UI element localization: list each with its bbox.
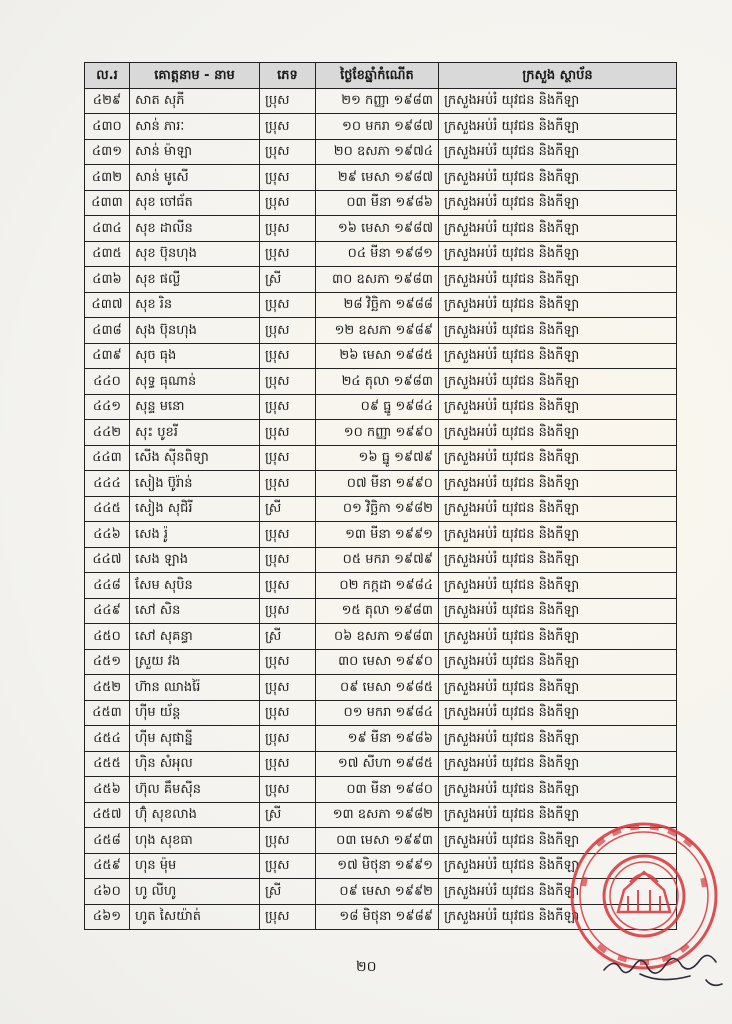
cell-sex: ស្រី <box>260 267 316 293</box>
page-number: ២០ <box>356 959 377 975</box>
cell-date-of-birth: ០១ វិច្ឆិកា ១៩៨២ <box>316 496 439 522</box>
cell-name: សែម សុបិន <box>130 573 260 599</box>
cell-date-of-birth: ៣០ ឧសភា ១៩៨៣ <box>316 267 439 293</box>
cell-sex: ប្រុស <box>260 573 316 599</box>
cell-date-of-birth: ១៦ ធ្នូ ១៩៧៩ <box>316 445 439 471</box>
cell-number: ៤៤១ <box>85 394 130 420</box>
cell-ministry: ក្រសួងអប់រំ យុវជន និងកីឡា <box>439 165 677 191</box>
cell-ministry: ក្រសួងអប់រំ យុវជន និងកីឡា <box>439 114 677 140</box>
cell-name: ហូត សៃយ៉ាត់ <box>130 904 260 930</box>
cell-number: ៤៣៣ <box>85 190 130 216</box>
cell-sex: ស្រី <box>260 802 316 828</box>
cell-ministry: ក្រសួងអប់រំ យុវជន និងកីឡា <box>439 547 677 573</box>
cell-number: ៤៣៥ <box>85 241 130 267</box>
cell-number: ៤៤៧ <box>85 547 130 573</box>
table-row <box>85 216 677 242</box>
header-ministry: ក្រសួង ស្ថាប័ន <box>439 63 677 89</box>
table-row <box>85 777 677 803</box>
cell-date-of-birth: ០១ មករា ១៩៨៤ <box>316 700 439 726</box>
cell-name: ហុន ម៉ុម <box>130 853 260 879</box>
cell-name: សៀង ប៊ូរ៉ាន់ <box>130 471 260 497</box>
cell-ministry: ក្រសួងអប់រំ យុវជន និងកីឡា <box>439 522 677 548</box>
table-row <box>85 700 677 726</box>
cell-name: ហ៊ុំ សុខលាង <box>130 802 260 828</box>
cell-date-of-birth: ០៥ មករា ១៩៧៩ <box>316 547 439 573</box>
cell-name: សុខ ប៊ុនហុង <box>130 241 260 267</box>
cell-ministry: ក្រសួងអប់រំ យុវជន និងកីឡា <box>439 726 677 752</box>
table-row <box>85 547 677 573</box>
cell-name: សុខ រិន <box>130 292 260 318</box>
cell-date-of-birth: ៣០ មេសា ១៩៩០ <box>316 649 439 675</box>
cell-sex: ស្រី <box>260 879 316 905</box>
cell-name: សុះ បូខរី <box>130 420 260 446</box>
table-row <box>85 649 677 675</box>
cell-name: ហ៊ីម យ័ន្ត <box>130 700 260 726</box>
cell-ministry: ក្រសួងអប់រំ យុវជន និងកីឡា <box>439 624 677 650</box>
table-row <box>85 420 677 446</box>
table-row <box>85 267 677 293</box>
cell-date-of-birth: ០៦ ឧសភា ១៩៨៣ <box>316 624 439 650</box>
cell-name: ហូ លីហូ <box>130 879 260 905</box>
cell-ministry: ក្រសួងអប់រំ យុវជន និងកីឡា <box>439 751 677 777</box>
cell-date-of-birth: ២៩ មេសា ១៩៨៧ <box>316 165 439 191</box>
cell-sex: ប្រុស <box>260 751 316 777</box>
cell-sex: ប្រុស <box>260 394 316 420</box>
table-row <box>85 394 677 420</box>
cell-date-of-birth: ១០ កញ្ញា ១៩៩០ <box>316 420 439 446</box>
cell-name: សាន់ ភារៈ <box>130 114 260 140</box>
cell-sex: ប្រុស <box>260 114 316 140</box>
table-row <box>85 598 677 624</box>
cell-sex: ប្រុស <box>260 165 316 191</box>
table-row <box>85 139 677 165</box>
cell-sex: ប្រុស <box>260 904 316 930</box>
cell-date-of-birth: ០៩ ធ្នូ ១៩៨៤ <box>316 394 439 420</box>
cell-date-of-birth: ០២ កក្កដា ១៩៨៤ <box>316 573 439 599</box>
cell-date-of-birth: ២០ ឧសភា ១៩៧៤ <box>316 139 439 165</box>
cell-name: សុខ ដាលីន <box>130 216 260 242</box>
cell-date-of-birth: ០៩ មេសា ១៩៨៥ <box>316 675 439 701</box>
cell-ministry: ក្រសួងអប់រំ យុវជន និងកីឡា <box>439 267 677 293</box>
cell-ministry: ក្រសួងអប់រំ យុវជន និងកីឡា <box>439 88 677 114</box>
cell-ministry: ក្រសួងអប់រំ យុវជន និងកីឡា <box>439 853 677 879</box>
table-body <box>85 88 677 930</box>
cell-name: ហ៊ាន ឈាងរ៉ៃ <box>130 675 260 701</box>
header-name: គោត្តនាម - នាម <box>130 63 260 89</box>
cell-number: ៤៣៦ <box>85 267 130 293</box>
cell-ministry: ក្រសួងអប់រំ យុវជន និងកីឡា <box>439 445 677 471</box>
cell-date-of-birth: ២១ កញ្ញា ១៩៨៣ <box>316 88 439 114</box>
cell-sex: ប្រុស <box>260 190 316 216</box>
cell-date-of-birth: ០៣ មីនា ១៩៨៦ <box>316 190 439 216</box>
cell-date-of-birth: ១០ មករា ១៩៨៧ <box>316 114 439 140</box>
cell-number: ៤៤០ <box>85 369 130 395</box>
cell-name: ហុង សុខធា <box>130 828 260 854</box>
cell-date-of-birth: ១៣ មីនា ១៩៩១ <box>316 522 439 548</box>
cell-date-of-birth: ០៣ មេសា ១៩៩៣ <box>316 828 439 854</box>
cell-date-of-birth: ១៩ មីនា ១៩៨៦ <box>316 726 439 752</box>
cell-date-of-birth: ១៥ តុលា ១៩៨៣ <box>316 598 439 624</box>
cell-number: ៤៥៥ <box>85 751 130 777</box>
cell-number: ៤៣០ <box>85 114 130 140</box>
cell-number: ៤៤៨ <box>85 573 130 599</box>
table-row <box>85 624 677 650</box>
cell-name: ហ៊ិន សំអុល <box>130 751 260 777</box>
cell-sex: ប្រុស <box>260 420 316 446</box>
cell-name: សេង ឡាង <box>130 547 260 573</box>
cell-sex: ស្រី <box>260 624 316 650</box>
cell-date-of-birth: ១៨ មិថុនា ១៩៨៩ <box>316 904 439 930</box>
cell-number: ៤៥៣ <box>85 700 130 726</box>
cell-sex: ស្រី <box>260 496 316 522</box>
table-row <box>85 573 677 599</box>
table-row <box>85 445 677 471</box>
cell-number: ៤៣៨ <box>85 318 130 344</box>
cell-name: សុខ ចៅធ័ត <box>130 190 260 216</box>
cell-number: ៤៥០ <box>85 624 130 650</box>
cell-ministry: ក្រសួងអប់រំ យុវជន និងកីឡា <box>439 292 677 318</box>
cell-sex: ប្រុស <box>260 88 316 114</box>
cell-sex: ប្រុស <box>260 777 316 803</box>
cell-sex: ប្រុស <box>260 471 316 497</box>
cell-sex: ប្រុស <box>260 522 316 548</box>
cell-name: ហ៊ុល គឹមស៊ីន <box>130 777 260 803</box>
cell-ministry: ក្រសួងអប់រំ យុវជន និងកីឡា <box>439 649 677 675</box>
cell-date-of-birth: ១៧ មិថុនា ១៩៩១ <box>316 853 439 879</box>
cell-sex: ប្រុស <box>260 241 316 267</box>
cell-ministry: ក្រសួងអប់រំ យុវជន និងកីឡា <box>439 369 677 395</box>
cell-sex: ប្រុស <box>260 292 316 318</box>
cell-date-of-birth: ២៨ វិច្ឆិកា ១៩៨៨ <box>316 292 439 318</box>
table-header-row <box>85 63 677 89</box>
cell-date-of-birth: ២៤ តុលា ១៩៨៣ <box>316 369 439 395</box>
cell-name: សុខ ផល្លី <box>130 267 260 293</box>
cell-ministry: ក្រសួងអប់រំ យុវជន និងកីឡា <box>439 700 677 726</box>
cell-sex: ប្រុស <box>260 318 316 344</box>
cell-number: ៤៤៤ <box>85 471 130 497</box>
cell-name: សៅ សិន <box>130 598 260 624</box>
cell-sex: ប្រុស <box>260 139 316 165</box>
handwritten-signature <box>600 940 730 1000</box>
cell-name: សុច ធុង <box>130 343 260 369</box>
cell-number: ៤៣៧ <box>85 292 130 318</box>
cell-sex: ប្រុស <box>260 216 316 242</box>
cell-date-of-birth: ០៣ មីនា ១៩៨០ <box>316 777 439 803</box>
cell-name: ហ៊ីម សុផាន្នី <box>130 726 260 752</box>
cell-number: ៤៥៨ <box>85 828 130 854</box>
table-row <box>85 343 677 369</box>
cell-sex: ប្រុស <box>260 598 316 624</box>
table-row <box>85 292 677 318</box>
cell-ministry: ក្រសួងអប់រំ យុវជន និងកីឡា <box>439 420 677 446</box>
cell-date-of-birth: ០៩ មេសា ១៩៩២ <box>316 879 439 905</box>
cell-date-of-birth: ០៧ មីនា ១៩៩០ <box>316 471 439 497</box>
cell-number: ៤៣១ <box>85 139 130 165</box>
cell-date-of-birth: ១៦ មេសា ១៩៨៧ <box>316 216 439 242</box>
cell-sex: ប្រុស <box>260 853 316 879</box>
table-row <box>85 471 677 497</box>
table-row <box>85 318 677 344</box>
cell-number: ៤៥៩ <box>85 853 130 879</box>
table-row <box>85 496 677 522</box>
cell-ministry: ក្រសួងអប់រំ យុវជន និងកីឡា <box>439 241 677 267</box>
table-row <box>85 369 677 395</box>
cell-number: ៤២៩ <box>85 88 130 114</box>
cell-ministry: ក្រសួងអប់រំ យុវជន និងកីឡា <box>439 675 677 701</box>
cell-number: ៤៤២ <box>85 420 130 446</box>
cell-name: សុន្ទ មនោ <box>130 394 260 420</box>
cell-sex: ប្រុស <box>260 700 316 726</box>
cell-ministry: ក្រសួងអប់រំ យុវជន និងកីឡា <box>439 139 677 165</box>
cell-ministry: ក្រសួងអប់រំ យុវជន និងកីឡា <box>439 343 677 369</box>
cell-sex: ប្រុស <box>260 828 316 854</box>
cell-ministry: ក្រសួងអប់រំ យុវជន និងកីឡា <box>439 190 677 216</box>
cell-name: សាន់ ម៉ាឡា <box>130 139 260 165</box>
cell-ministry: ក្រសួងអប់រំ យុវជន និងកីឡា <box>439 471 677 497</box>
cell-ministry: ក្រសួងអប់រំ យុវជន និងកីឡា <box>439 802 677 828</box>
cell-name: សើង ស៊ីនពិទ្យា <box>130 445 260 471</box>
cell-sex: ប្រុស <box>260 445 316 471</box>
cell-number: ៤៥៧ <box>85 802 130 828</box>
cell-number: ៤៣៩ <box>85 343 130 369</box>
cell-number: ៤៤៥ <box>85 496 130 522</box>
cell-date-of-birth: ២៦ មេសា ១៩៨៥ <box>316 343 439 369</box>
cell-name: សៀង សុជិរី <box>130 496 260 522</box>
cell-name: សេង រ៉ូ <box>130 522 260 548</box>
cell-sex: ប្រុស <box>260 726 316 752</box>
cell-name: សុទ្ធ ធុណាន់ <box>130 369 260 395</box>
cell-number: ៤៥២ <box>85 675 130 701</box>
cell-date-of-birth: ១៧ សីហា ១៩៨៥ <box>316 751 439 777</box>
cell-ministry: ក្រសួងអប់រំ យុវជន និងកីឡា <box>439 318 677 344</box>
cell-name: ស្រួយ វង <box>130 649 260 675</box>
cell-sex: ប្រុស <box>260 547 316 573</box>
table-row <box>85 522 677 548</box>
cell-ministry: ក្រសួងអប់រំ យុវជន និងកីឡា <box>439 496 677 522</box>
table-row <box>85 675 677 701</box>
cell-date-of-birth: ១២ ឧសភា ១៩៨៩ <box>316 318 439 344</box>
personnel-table <box>84 62 677 930</box>
header-date-of-birth: ថ្ងៃខែឆ្នាំកំណើត <box>316 63 439 89</box>
cell-date-of-birth: ១៣ ឧសភា ១៩៨២ <box>316 802 439 828</box>
cell-name: សាន់ មូសើ <box>130 165 260 191</box>
cell-ministry: ក្រសួងអប់រំ យុវជន និងកីឡា <box>439 828 677 854</box>
table-row <box>85 88 677 114</box>
table-row <box>85 241 677 267</box>
header-number: ល.រ <box>85 63 130 89</box>
cell-ministry: ក្រសួងអប់រំ យុវជន និងកីឡា <box>439 394 677 420</box>
table-row <box>85 726 677 752</box>
cell-date-of-birth: ០៤ មីនា ១៩៨១ <box>316 241 439 267</box>
header-sex: ភេទ <box>260 63 316 89</box>
cell-sex: ប្រុស <box>260 649 316 675</box>
cell-number: ៤៥៤ <box>85 726 130 752</box>
cell-number: ៤៣៤ <box>85 216 130 242</box>
cell-sex: ប្រុស <box>260 343 316 369</box>
cell-ministry: ក្រសួងអប់រំ យុវជន និងកីឡា <box>439 573 677 599</box>
cell-number: ៤៥៦ <box>85 777 130 803</box>
cell-number: ៤៤៣ <box>85 445 130 471</box>
cell-number: ៤៣២ <box>85 165 130 191</box>
cell-name: សាត សុភី <box>130 88 260 114</box>
cell-name: សៅ សុគន្ធា <box>130 624 260 650</box>
table-row <box>85 190 677 216</box>
cell-ministry: ក្រសួងអប់រំ យុវជន និងកីឡា <box>439 879 677 905</box>
cell-ministry: ក្រសួងអប់រំ យុវជន និងកីឡា <box>439 216 677 242</box>
cell-sex: ប្រុស <box>260 369 316 395</box>
cell-number: ៤៥១ <box>85 649 130 675</box>
table-row <box>85 165 677 191</box>
cell-sex: ប្រុស <box>260 675 316 701</box>
cell-number: ៤៤៩ <box>85 598 130 624</box>
cell-number: ៤៦១ <box>85 904 130 930</box>
cell-ministry: ក្រសួងអប់រំ យុវជន និងកីឡា <box>439 904 677 930</box>
cell-ministry: ក្រសួងអប់រំ យុវជន និងកីឡា <box>439 598 677 624</box>
cell-name: សុង ប៊ុនហុង <box>130 318 260 344</box>
table-row <box>85 114 677 140</box>
table-row <box>85 751 677 777</box>
cell-ministry: ក្រសួងអប់រំ យុវជន និងកីឡា <box>439 777 677 803</box>
cell-number: ៤៦០ <box>85 879 130 905</box>
cell-number: ៤៤៦ <box>85 522 130 548</box>
